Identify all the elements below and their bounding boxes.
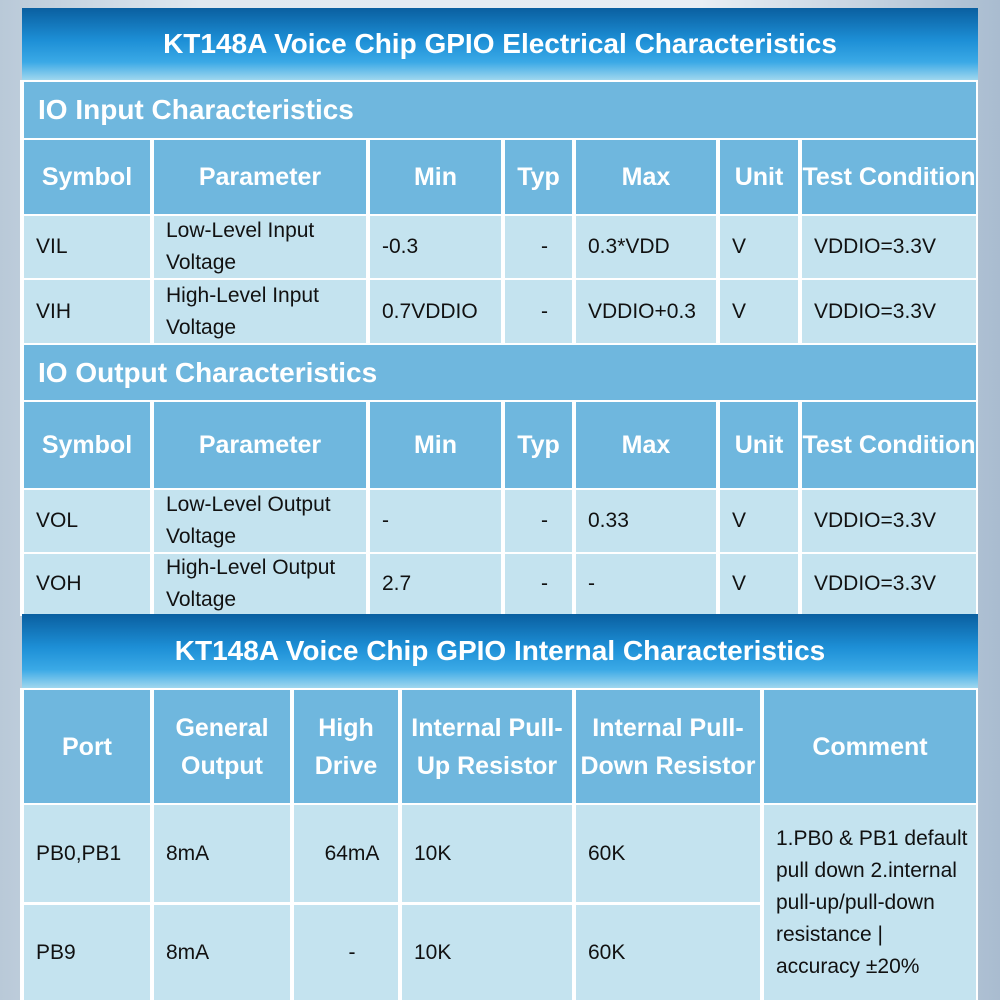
output-row-unit: V (720, 490, 798, 552)
input-row-test-condition: VDDIO=3.3V (802, 216, 976, 278)
internal-row-high-drive: - (294, 905, 398, 1000)
input-row-unit: V (720, 280, 798, 343)
internal-row-pull-up: 10K (402, 905, 572, 1000)
output-row-test-condition: VDDIO=3.3V (802, 554, 976, 614)
input-row-typ: - (505, 216, 572, 278)
output-row-min: - (370, 490, 501, 552)
output-row-test-condition: VDDIO=3.3V (802, 490, 976, 552)
input-row-symbol: VIH (24, 280, 150, 343)
input-row-max: VDDIO+0.3 (576, 280, 716, 343)
output-row-typ: - (505, 554, 572, 614)
input-row-unit: V (720, 216, 798, 278)
input-header-test-condition: Test Condition (802, 140, 976, 214)
output-row-min: 2.7 (370, 554, 501, 614)
internal-title: KT148A Voice Chip GPIO Internal Characteristics (22, 614, 978, 688)
output-row-unit: V (720, 554, 798, 614)
output-row-max: 0.33 (576, 490, 716, 552)
output-header-unit: Unit (720, 402, 798, 488)
output-header-max: Max (576, 402, 716, 488)
internal-comment: 1.PB0 & PB1 default pull down 2.internal pull-up/pull-down resistance | accuracy ±20% (764, 805, 976, 1000)
input-header-max: Max (576, 140, 716, 214)
internal-row-port: PB9 (24, 905, 150, 1000)
page-title: KT148A Voice Chip GPIO Electrical Characteristics (22, 8, 978, 80)
internal-row-port: PB0,PB1 (24, 805, 150, 902)
internal-header-high-drive: High Drive (294, 690, 398, 803)
output-row-symbol: VOL (24, 490, 150, 552)
input-row-typ: - (505, 280, 572, 343)
input-header-symbol: Symbol (24, 140, 150, 214)
output-row-symbol: VOH (24, 554, 150, 614)
output-header-min: Min (370, 402, 501, 488)
internal-header-pull-down: Internal Pull-Down Resistor (576, 690, 760, 803)
section-output-title: IO Output Characteristics (24, 345, 976, 400)
internal-header-general-output: General Output (154, 690, 290, 803)
input-header-parameter: Parameter (154, 140, 366, 214)
input-row-max: 0.3*VDD (576, 216, 716, 278)
output-header-symbol: Symbol (24, 402, 150, 488)
output-row-max: - (576, 554, 716, 614)
internal-row-general-output: 8mA (154, 905, 290, 1000)
input-row-parameter: High-Level Input Voltage (154, 280, 366, 343)
input-row-min: 0.7VDDIO (370, 280, 501, 343)
internal-row-general-output: 8mA (154, 805, 290, 902)
output-header-typ: Typ (505, 402, 572, 488)
input-header-min: Min (370, 140, 501, 214)
input-header-typ: Typ (505, 140, 572, 214)
internal-header-comment: Comment (764, 690, 976, 803)
internal-row-pull-down: 60K (576, 905, 760, 1000)
internal-row-high-drive: 64mA (294, 805, 398, 902)
section-input-title: IO Input Characteristics (24, 82, 976, 138)
input-row-parameter: Low-Level Input Voltage (154, 216, 366, 278)
output-header-test-condition: Test Condition (802, 402, 976, 488)
output-row-typ: - (505, 490, 572, 552)
input-header-unit: Unit (720, 140, 798, 214)
output-header-parameter: Parameter (154, 402, 366, 488)
internal-header-port: Port (24, 690, 150, 803)
input-row-test-condition: VDDIO=3.3V (802, 280, 976, 343)
output-row-parameter: Low-Level Output Voltage (154, 490, 366, 552)
internal-row-pull-up: 10K (402, 805, 572, 902)
internal-header-pull-up: Internal Pull-Up Resistor (402, 690, 572, 803)
output-row-parameter: High-Level Output Voltage (154, 554, 366, 614)
input-row-min: -0.3 (370, 216, 501, 278)
internal-row-pull-down: 60K (576, 805, 760, 902)
input-row-symbol: VIL (24, 216, 150, 278)
